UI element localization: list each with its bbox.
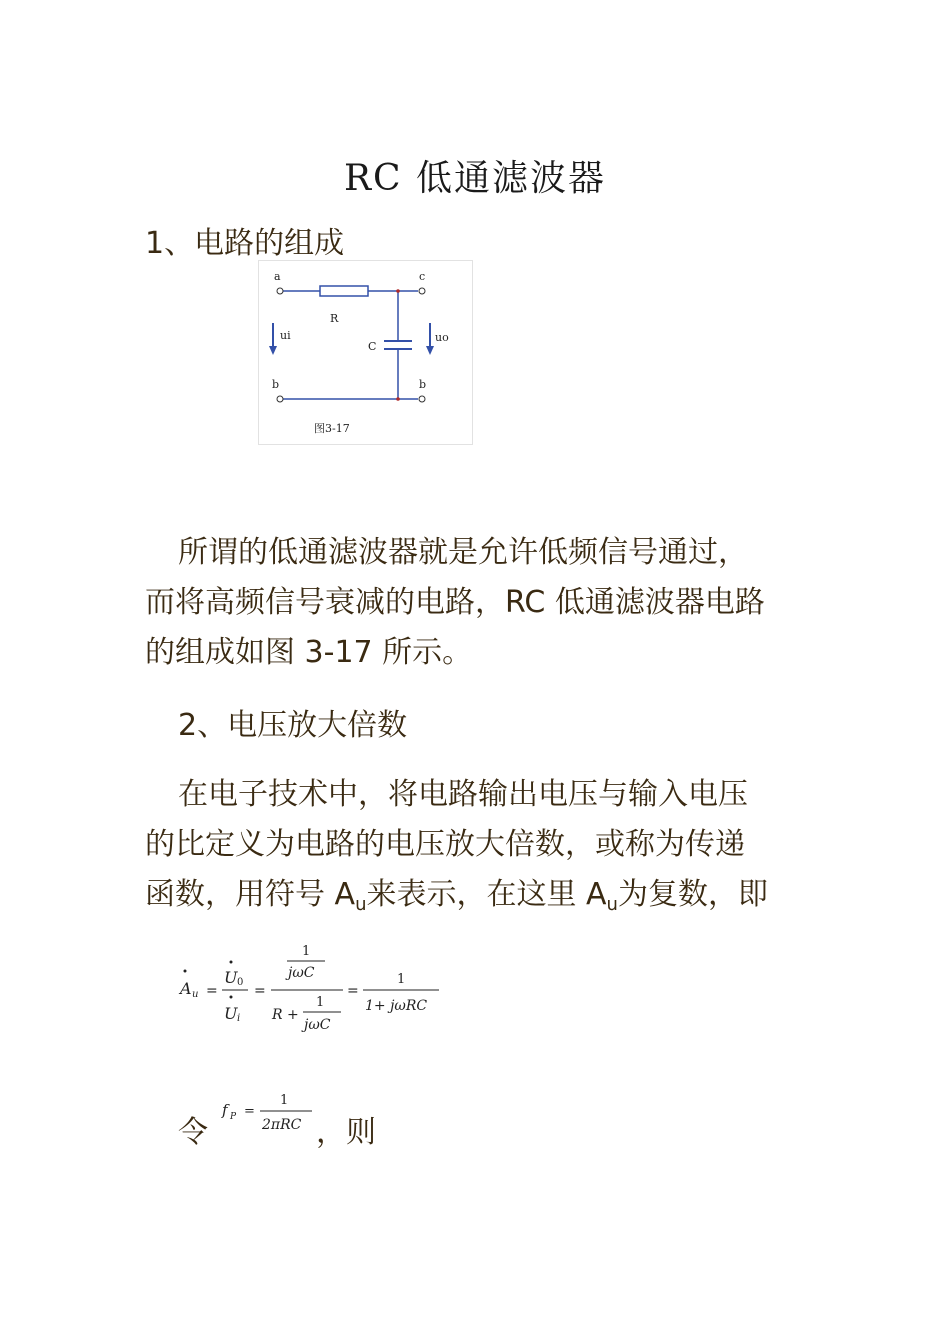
eq-fp: f (222, 1101, 228, 1119)
eq-u0-sub: 0 (237, 977, 244, 988)
para1-line2: 而将高频信号衰减的电路，RC 低通滤波器电路 (145, 585, 765, 620)
para2-line3 (145, 870, 825, 924)
eq-equals-2: = (254, 983, 266, 999)
label-a: a (274, 270, 281, 283)
eq-r-plus: R + (272, 1007, 299, 1023)
equation-transfer-function (175, 940, 455, 1045)
eq-fp-denominator: 2πRC (262, 1117, 302, 1133)
eq-one-bottom: 1 (316, 995, 325, 1010)
para2-line3-sub1: u (355, 894, 367, 915)
ze-char: ，则 (316, 1115, 376, 1150)
para2-line3-c: 为复数，即 (617, 877, 768, 912)
para2-line2: 的比定义为电路的电压放大倍数，或称为传递 (145, 827, 745, 862)
section-heading-circuit: 1、电路的组成 (145, 226, 345, 261)
label-b-left: b (272, 378, 280, 391)
ling-char: 令 (178, 1115, 208, 1150)
terminal-a (277, 288, 283, 294)
eq-jwc-bottom: jωC (304, 1017, 331, 1033)
figure-caption: 图3-17 (314, 422, 350, 435)
eq-ui: U (224, 1004, 238, 1023)
eq-jwc-top: jωC (288, 965, 315, 981)
eq-fp-sub: P (230, 1112, 237, 1122)
label-b-right: b (419, 378, 427, 391)
circuit-diagram (258, 260, 473, 445)
terminal-b-left (277, 396, 283, 402)
eq-lhs: A (180, 979, 192, 998)
eq-u0: U (224, 968, 238, 987)
para2-line1: 在电子技术中，将电路输出电压与输入电压 (178, 777, 748, 812)
paragraph-gain-definition (145, 770, 825, 924)
eq-one-top: 1 (302, 944, 311, 959)
equation-fp (218, 1092, 318, 1142)
para1-line3: 的组成如图 3-17 所示。 (145, 635, 473, 670)
eq-fp-one: 1 (280, 1093, 289, 1108)
eq-equals-1: = (206, 983, 218, 999)
junction-dot-bottom (396, 397, 400, 401)
para2-line3-a: 函数，用符号 A (145, 877, 356, 912)
paragraph-lowpass-definition (145, 528, 825, 678)
section-heading-voltage-gain: 2、电压放大倍数 (178, 708, 408, 743)
page-title: RC 低通滤波器 (343, 158, 607, 199)
junction-dot-top (396, 289, 400, 293)
label-capacitor: C (368, 340, 377, 353)
label-uo: uo (435, 331, 449, 344)
label-r: R (330, 312, 339, 325)
para2-line3-b: 来表示，在这里 A (366, 877, 607, 912)
label-c: c (419, 270, 426, 283)
eq-denominator: 1+ jωRC (365, 998, 428, 1014)
eq-fp-equals: = (244, 1104, 255, 1119)
eq-one-right: 1 (397, 972, 406, 987)
para1-line1: 所谓的低通滤波器就是允许低频信号通过， (178, 535, 748, 570)
resistor-symbol (320, 286, 368, 296)
eq-ui-sub: i (237, 1013, 241, 1024)
eq-equals-3: = (347, 983, 359, 999)
eq-lhs-sub: u (192, 989, 199, 1000)
para2-line3-sub2: u (606, 894, 618, 915)
label-ui: ui (280, 329, 291, 342)
terminal-b-right (419, 396, 425, 402)
terminal-c (419, 288, 425, 294)
